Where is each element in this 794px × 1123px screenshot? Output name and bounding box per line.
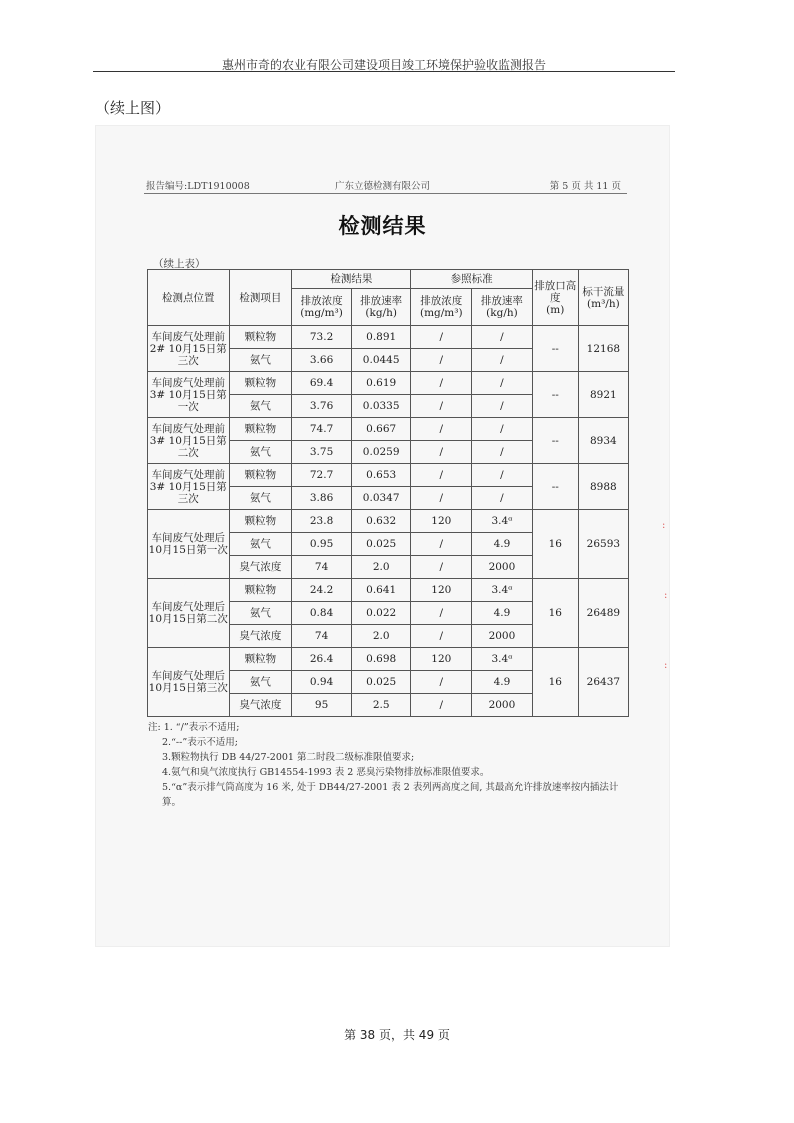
- header-flow: [578, 270, 628, 326]
- std-rate-cell: /: [472, 487, 533, 510]
- scan-artifact-mark: :: [664, 590, 668, 601]
- rate-cell: 0.0445: [351, 349, 411, 372]
- header-outlet-label: 排放口高度: [534, 279, 577, 304]
- std-conc-cell: /: [411, 441, 472, 464]
- std-rate-cell: 2000: [472, 625, 533, 648]
- rate-cell: 2.0: [351, 625, 411, 648]
- rate-cell: 2.0: [351, 556, 411, 579]
- rate-cell: 0.0347: [351, 487, 411, 510]
- scan-artifact-mark: :: [662, 520, 666, 531]
- header-rate: [351, 289, 411, 326]
- header-flow-label: 标干流量: [582, 285, 625, 298]
- header-item: 检测项目: [229, 270, 292, 326]
- doc-title: 检测结果: [338, 213, 427, 238]
- item-cell: 氨气: [229, 602, 292, 625]
- std-rate-cell: /: [472, 464, 533, 487]
- header-std-conc-unit: (mg/m³): [420, 307, 463, 319]
- header-std-rate-unit: (kg/h): [486, 307, 518, 319]
- std-rate-cell: /: [472, 418, 533, 441]
- conc-cell: 95: [292, 694, 352, 717]
- std-rate-cell: 4.9: [472, 533, 533, 556]
- std-rate-cell: 3.4ᵅ: [472, 579, 533, 602]
- conc-cell: 74: [292, 556, 352, 579]
- item-cell: 氨气: [229, 441, 292, 464]
- header-standard: 参照标准: [411, 270, 532, 289]
- flow-cell: 26593: [578, 510, 628, 579]
- conc-cell: 24.2: [292, 579, 352, 602]
- flow-cell: 26437: [578, 648, 628, 717]
- conc-cell: 3.76: [292, 395, 352, 418]
- std-conc-cell: 120: [411, 510, 472, 533]
- table-row: [148, 418, 629, 441]
- std-rate-cell: /: [472, 372, 533, 395]
- item-cell: 颗粒物: [229, 648, 292, 671]
- item-cell: 臭气浓度: [229, 694, 292, 717]
- std-conc-cell: /: [411, 671, 472, 694]
- std-rate-cell: /: [472, 395, 533, 418]
- std-conc-cell: /: [411, 602, 472, 625]
- scan-page-info: 第 5 页 共 11 页: [549, 181, 621, 192]
- item-cell: 氨气: [229, 671, 292, 694]
- header-rate-label: 排放速率: [360, 295, 403, 307]
- item-cell: 臭气浓度: [229, 625, 292, 648]
- outlet-height-cell: --: [532, 418, 578, 464]
- location-cell: 车间废气处理前3# 10月15日第一次: [148, 372, 230, 418]
- std-conc-cell: /: [411, 326, 472, 349]
- item-cell: 臭气浓度: [229, 556, 292, 579]
- conc-cell: 69.4: [292, 372, 352, 395]
- item-cell: 颗粒物: [229, 510, 292, 533]
- location-cell: 车间废气处理前2# 10月15日第三次: [148, 326, 230, 372]
- header-rate-unit: (kg/h): [365, 307, 397, 319]
- table-row: [148, 372, 629, 395]
- table-row: [148, 510, 629, 533]
- std-conc-cell: /: [411, 556, 472, 579]
- location-cell: 车间废气处理前3# 10月15日第二次: [148, 418, 230, 464]
- std-conc-cell: /: [411, 372, 472, 395]
- outlet-height-cell: 16: [532, 510, 578, 579]
- location-cell: 车间废气处理后 10月15日第二次: [148, 579, 230, 648]
- std-rate-cell: 4.9: [472, 671, 533, 694]
- rate-cell: 0.022: [351, 602, 411, 625]
- continued-label: （续上图）: [95, 99, 171, 117]
- conc-cell: 73.2: [292, 326, 352, 349]
- rate-cell: 0.698: [351, 648, 411, 671]
- scan-artifact-mark: :: [664, 660, 668, 671]
- page-footer: 第 38 页，共 49 页: [344, 1028, 450, 1042]
- header-location: 检测点位置: [148, 270, 230, 326]
- note-line: 5.“α”表示排气筒高度为 16 米, 处于 DB44/27-2001 表 2 表列两高度之间, 其最高允许排放速率按内插法计: [162, 782, 619, 793]
- table-row: [148, 579, 629, 602]
- header-flow-unit: (m³/h): [587, 297, 620, 310]
- rate-cell: 0.025: [351, 533, 411, 556]
- item-cell: 氨气: [229, 487, 292, 510]
- header-outlet-unit: (m): [546, 303, 565, 316]
- conc-cell: 0.84: [292, 602, 352, 625]
- std-rate-cell: 3.4ᵅ: [472, 510, 533, 533]
- std-conc-cell: /: [411, 694, 472, 717]
- header-conc: [292, 289, 352, 326]
- header-std-rate: [472, 289, 533, 326]
- std-conc-cell: /: [411, 533, 472, 556]
- header-results: 检测结果: [292, 270, 411, 289]
- item-cell: 颗粒物: [229, 326, 292, 349]
- rate-cell: 2.5: [351, 694, 411, 717]
- header-conc-unit: (mg/m³): [300, 307, 343, 319]
- note-line: 3.颗粒物执行 DB 44/27-2001 第二时段二级标准限值要求;: [162, 752, 415, 763]
- table-row: [148, 464, 629, 487]
- outlet-height-cell: --: [532, 326, 578, 372]
- conc-cell: 72.7: [292, 464, 352, 487]
- conc-cell: 0.94: [292, 671, 352, 694]
- std-conc-cell: /: [411, 418, 472, 441]
- std-conc-cell: 120: [411, 579, 472, 602]
- rate-cell: 0.641: [351, 579, 411, 602]
- scanned-report-image: [95, 125, 670, 947]
- flow-cell: 12168: [578, 326, 628, 372]
- rate-cell: 0.619: [351, 372, 411, 395]
- conc-cell: 3.66: [292, 349, 352, 372]
- conc-cell: 3.86: [292, 487, 352, 510]
- location-cell: 车间废气处理后 10月15日第一次: [148, 510, 230, 579]
- note-line: 2.“--”表示不适用;: [162, 737, 238, 748]
- rate-cell: 0.653: [351, 464, 411, 487]
- table-row: [148, 648, 629, 671]
- conc-cell: 0.95: [292, 533, 352, 556]
- company-name: 广东立德检测有限公司: [334, 181, 430, 192]
- std-conc-cell: 120: [411, 648, 472, 671]
- scan-header-divider: [144, 193, 627, 194]
- notes: [148, 720, 618, 810]
- conc-cell: 74.7: [292, 418, 352, 441]
- flow-cell: 8988: [578, 464, 628, 510]
- std-rate-cell: /: [472, 441, 533, 464]
- flow-cell: 8934: [578, 418, 628, 464]
- rate-cell: 0.667: [351, 418, 411, 441]
- std-rate-cell: 3.4ᵅ: [472, 648, 533, 671]
- rate-cell: 0.025: [351, 671, 411, 694]
- std-conc-cell: /: [411, 395, 472, 418]
- header-conc-label: 排放浓度: [300, 295, 343, 307]
- table-continued-label: （续上表）: [153, 258, 206, 270]
- rate-cell: 0.891: [351, 326, 411, 349]
- page-header: 惠州市奇的农业有限公司建设项目竣工环境保护验收监测报告: [221, 58, 546, 72]
- note-line: 算。: [162, 797, 182, 808]
- outlet-height-cell: 16: [532, 648, 578, 717]
- rate-cell: 0.632: [351, 510, 411, 533]
- item-cell: 氨气: [229, 395, 292, 418]
- table-body: [148, 326, 629, 717]
- item-cell: 颗粒物: [229, 464, 292, 487]
- conc-cell: 3.75: [292, 441, 352, 464]
- header-divider: [93, 71, 675, 72]
- std-rate-cell: 2000: [472, 694, 533, 717]
- rate-cell: 0.0335: [351, 395, 411, 418]
- item-cell: 氨气: [229, 349, 292, 372]
- outlet-height-cell: 16: [532, 579, 578, 648]
- std-rate-cell: 4.9: [472, 602, 533, 625]
- outlet-height-cell: --: [532, 464, 578, 510]
- conc-cell: 23.8: [292, 510, 352, 533]
- std-conc-cell: /: [411, 464, 472, 487]
- std-conc-cell: /: [411, 487, 472, 510]
- header-std-rate-label: 排放速率: [480, 295, 523, 307]
- item-cell: 颗粒物: [229, 579, 292, 602]
- header-outlet: [532, 270, 578, 326]
- std-rate-cell: /: [472, 326, 533, 349]
- conc-cell: 74: [292, 625, 352, 648]
- conc-cell: 26.4: [292, 648, 352, 671]
- flow-cell: 8921: [578, 372, 628, 418]
- std-rate-cell: 2000: [472, 556, 533, 579]
- std-rate-cell: /: [472, 349, 533, 372]
- note-line: 4.氨气和臭气浓度执行 GB14554-1993 表 2 恶臭污染物排放标准限值要求。: [162, 767, 490, 778]
- report-number: 报告编号:LDT1910008: [146, 181, 250, 192]
- std-conc-cell: /: [411, 349, 472, 372]
- rate-cell: 0.0259: [351, 441, 411, 464]
- flow-cell: 26489: [578, 579, 628, 648]
- item-cell: 氨气: [229, 533, 292, 556]
- note-line: 注: 1. “/”表示不适用;: [148, 722, 240, 733]
- std-conc-cell: /: [411, 625, 472, 648]
- location-cell: 车间废气处理后 10月15日第三次: [148, 648, 230, 717]
- outlet-height-cell: --: [532, 372, 578, 418]
- results-table: [147, 269, 629, 717]
- header-std-conc-label: 排放浓度: [420, 295, 463, 307]
- table-row: [148, 326, 629, 349]
- item-cell: 颗粒物: [229, 418, 292, 441]
- location-cell: 车间废气处理前3# 10月15日第三次: [148, 464, 230, 510]
- item-cell: 颗粒物: [229, 372, 292, 395]
- header-std-conc: [411, 289, 472, 326]
